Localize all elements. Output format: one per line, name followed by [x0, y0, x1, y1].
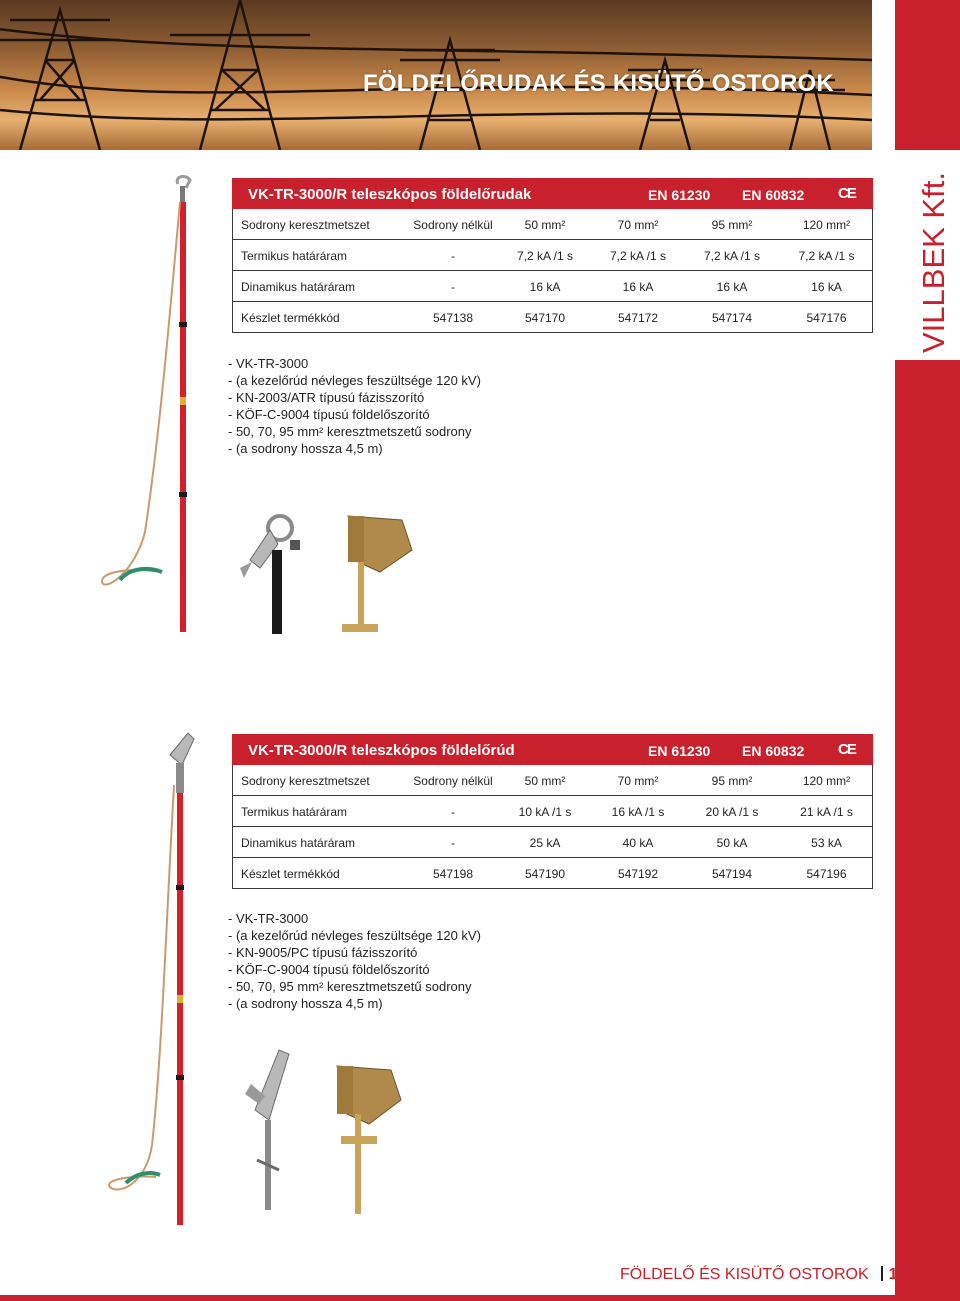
description-line: - 50, 70, 95 mm² keresztmetszetű sodrony [228, 979, 472, 994]
table-cell: 547170 [524, 311, 566, 325]
table-cell: 16 kA [529, 280, 561, 294]
table-cell: - [451, 280, 455, 294]
table-cell: 547138 [432, 311, 474, 325]
description-line: - KN-2003/ATR típusú fázisszorító [228, 390, 425, 405]
table-row [232, 240, 873, 271]
row-label: Sodrony keresztmetszet [241, 774, 370, 788]
table-cell: Sodrony nélkül [413, 774, 493, 788]
table-cell: 16 kA [811, 280, 842, 294]
table-cell: 50 kA [716, 836, 748, 850]
row-label: Dinamikus határáram [241, 836, 356, 850]
footer-label: FÖLDELŐ ÉS KISÜTŐ OSTOROK [620, 1266, 869, 1283]
spec-table-1 [232, 178, 873, 333]
row-label: Termikus határáram [241, 249, 348, 263]
table-cell: 53 kA [811, 836, 842, 850]
description-line: - KN-9005/PC típusú fázisszorító [228, 945, 418, 960]
table-row [232, 765, 873, 796]
table-cell: 16 kA /1 s [611, 805, 665, 819]
bottom-accent-strip [0, 1295, 960, 1301]
table-cell: 50 mm² [524, 218, 566, 232]
clamp-illustration-2 [235, 1040, 425, 1220]
spec-table-2 [232, 734, 873, 889]
ce-mark-icon: CE [838, 741, 855, 758]
description-line: - (a kezelőrúd névleges feszültsége 120 kV) [228, 373, 481, 388]
table-row [232, 302, 873, 333]
table-cell: 95 mm² [711, 218, 753, 232]
page-number: 17 [888, 1266, 907, 1283]
description-line: - (a sodrony hossza 4,5 m) [228, 441, 383, 456]
table-cell: - [451, 805, 455, 819]
table-cell: 21 kA /1 s [800, 805, 853, 819]
spec-table-header [232, 734, 873, 765]
table-cell: 547198 [432, 867, 474, 881]
table-row [232, 796, 873, 827]
description-line: - 50, 70, 95 mm² keresztmetszetű sodrony [228, 424, 472, 439]
table-cell: 70 mm² [617, 774, 659, 788]
table-cell: 7,2 kA /1 s [703, 249, 761, 263]
table-cell: 70 mm² [617, 218, 659, 232]
description-line: - (a sodrony hossza 4,5 m) [228, 996, 383, 1011]
standard-label: EN 60832 [742, 743, 805, 759]
page-footer [620, 1266, 906, 1284]
description-list-2 [228, 910, 481, 1012]
table-row [232, 858, 873, 889]
table-cell: 547194 [711, 867, 753, 881]
spec-table-header [232, 178, 873, 209]
description-line: - (a kezelőrúd névleges feszültsége 120 kV) [228, 928, 481, 943]
table-cell: 95 mm² [711, 774, 753, 788]
row-label: Készlet termékkód [241, 867, 340, 881]
table-row [232, 271, 873, 302]
table-cell: 10 kA /1 s [518, 805, 572, 819]
table-title: VK-TR-3000/R teleszkópos földelőrúd [248, 742, 515, 759]
grounding-rod-illustration-2 [90, 725, 230, 1230]
standard-label: EN 60832 [742, 187, 805, 203]
table-cell: 120 mm² [802, 774, 851, 788]
footer-divider [881, 1266, 883, 1281]
page-title: FÖLDELŐRUDAK ÉS KISÜTŐ OSTOROK [363, 70, 834, 97]
table-cell: 25 kA [529, 836, 561, 850]
table-cell: 16 kA [716, 280, 748, 294]
ce-mark-icon: CE [838, 185, 855, 202]
table-cell: 20 kA /1 s [705, 805, 759, 819]
table-title: VK-TR-3000/R teleszkópos földelőrudak [248, 186, 532, 203]
grounding-rod-illustration-1 [90, 172, 230, 637]
table-row [232, 209, 873, 240]
brand-text: VILLBEK Kft. [916, 172, 951, 353]
table-cell: - [451, 249, 455, 263]
standard-label: EN 61230 [648, 743, 711, 759]
description-line: - VK-TR-3000 [228, 911, 309, 926]
description-line: - KÖF-C-9004 típusú földelőszorító [228, 962, 430, 977]
row-label: Készlet termékkód [241, 311, 340, 325]
table-cell: 547196 [806, 867, 847, 881]
table-cell: 547172 [617, 311, 659, 325]
table-cell: 50 mm² [524, 774, 566, 788]
table-cell: 16 kA [622, 280, 654, 294]
table-cell: 547176 [806, 311, 847, 325]
table-cell: 7,2 kA /1 s [516, 249, 574, 263]
table-cell: Sodrony nélkül [413, 218, 493, 232]
table-cell: - [451, 836, 455, 850]
table-cell: 547174 [711, 311, 753, 325]
clamp-illustration-1 [230, 510, 420, 640]
table-cell: 120 mm² [802, 218, 851, 232]
row-label: Dinamikus határáram [241, 280, 356, 294]
description-list-1 [228, 355, 481, 457]
description-line: - KÖF-C-9004 típusú földelőszorító [228, 407, 430, 422]
table-cell: 547192 [617, 867, 659, 881]
table-cell: 40 kA [622, 836, 654, 850]
row-label: Sodrony keresztmetszet [241, 218, 370, 232]
table-cell: 7,2 kA /1 s [798, 249, 855, 263]
standard-label: EN 61230 [648, 187, 711, 203]
table-row [232, 827, 873, 858]
header-banner [0, 0, 872, 150]
row-label: Termikus határáram [241, 805, 348, 819]
table-cell: 7,2 kA /1 s [609, 249, 667, 263]
table-cell: 547190 [524, 867, 566, 881]
description-line: - VK-TR-3000 [228, 356, 309, 371]
